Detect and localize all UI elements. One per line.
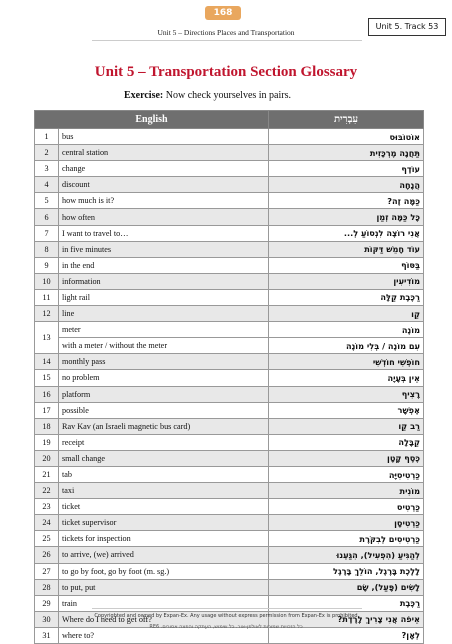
english-term: light rail — [59, 289, 269, 305]
audio-track-label[interactable]: Unit 5. Track 53 — [368, 18, 446, 36]
table-row — [35, 129, 424, 145]
english-term: Rav Kav (an Israeli magnetic bus card) — [59, 418, 269, 434]
english-term: central station — [59, 145, 269, 161]
table-row — [35, 386, 424, 402]
hebrew-term: אֵיפֹה אֲנִי צָרִיךְ לָרֶדֶת? — [269, 611, 424, 627]
english-term: to go by foot, go by foot (m. sg.) — [59, 563, 269, 579]
english-term: train — [59, 595, 269, 611]
row-number: 23 — [35, 499, 59, 515]
hebrew-term: תַּחֲנָה מֶרְכָּזִית — [269, 145, 424, 161]
hebrew-term: קַבָּלָה — [269, 434, 424, 450]
row-number: 9 — [35, 257, 59, 273]
hebrew-term: כַּמָּה זֶה? — [269, 193, 424, 209]
hebrew-term: מוֹנִית — [269, 483, 424, 499]
hebrew-term: מוֹנֶה — [269, 322, 424, 338]
glossary-table — [34, 110, 424, 644]
row-number: 2 — [35, 145, 59, 161]
table-row — [35, 483, 424, 499]
hebrew-term: רַכֶּבֶת — [269, 595, 424, 611]
english-term: with a meter / without the meter — [59, 338, 269, 354]
footer-divider — [92, 608, 362, 609]
row-number: 21 — [35, 466, 59, 482]
table-row — [35, 273, 424, 289]
hebrew-term: הֲנָחָה — [269, 177, 424, 193]
english-term: platform — [59, 386, 269, 402]
english-term: how much is it? — [59, 193, 269, 209]
header-divider — [92, 40, 362, 41]
row-number: 13 — [35, 322, 59, 354]
row-number: 5 — [35, 193, 59, 209]
table-row — [35, 418, 424, 434]
hebrew-term: כַּרְטִיסִים לְבִקֹּרֶת — [269, 531, 424, 547]
english-term: ticket supervisor — [59, 515, 269, 531]
row-number: 12 — [35, 306, 59, 322]
row-number: 22 — [35, 483, 59, 499]
row-number: 18 — [35, 418, 59, 434]
hebrew-term: אֶפְשָׁר — [269, 402, 424, 418]
english-term: no problem — [59, 370, 269, 386]
table-row — [35, 402, 424, 418]
hebrew-term: לָלֶכֶת בָּרֶגֶל, הוֹלֵךְ בָּרֶגֶל — [269, 563, 424, 579]
row-number: 4 — [35, 177, 59, 193]
hebrew-footer-note: כל הזכויות שמורות לאולפן-אור. כל שימוש, העתקה והפצה אסורים. RE6 — [149, 624, 303, 630]
hebrew-term: לָשִׂים (פָּעַל), שָׂם — [269, 579, 424, 595]
hebrew-term: רַכֶּבֶת קַלָּה — [269, 289, 424, 305]
hebrew-term: עוֹדֶף — [269, 161, 424, 177]
hebrew-term: כָּל כַּמָּה זְמַן — [269, 209, 424, 225]
table-row — [35, 177, 424, 193]
row-number: 30 — [35, 611, 59, 627]
table-header-row — [35, 111, 424, 129]
table-row — [35, 531, 424, 547]
hebrew-term: אֲנִי רוֹצֶה לִנְסוֹעַ לְ... — [269, 225, 424, 241]
english-term: tickets for inspection — [59, 531, 269, 547]
row-number: 28 — [35, 579, 59, 595]
table-row — [35, 434, 424, 450]
hebrew-term: רָצִיף — [269, 386, 424, 402]
table-row — [35, 161, 424, 177]
row-number: 15 — [35, 370, 59, 386]
hebrew-term: אוֹטוֹבּוּס — [269, 129, 424, 145]
english-term: where to? — [59, 627, 269, 643]
english-term: tab — [59, 466, 269, 482]
english-term: change — [59, 161, 269, 177]
hebrew-term: כַּרְטִיסָן — [269, 515, 424, 531]
hebrew-term: בַּסּוֹף — [269, 257, 424, 273]
table-row — [35, 257, 424, 273]
table-row — [35, 515, 424, 531]
english-term: receipt — [59, 434, 269, 450]
row-number: 10 — [35, 273, 59, 289]
table-row — [35, 322, 424, 338]
english-term: monthly pass — [59, 354, 269, 370]
hebrew-term: עִם מוֹנֶה / בְּלִי מוֹנֶה — [269, 338, 424, 354]
row-number: 11 — [35, 289, 59, 305]
english-term: possible — [59, 402, 269, 418]
hebrew-term: לְהַגִּיעַ (הִפְעִיל), הִגַּעְנוּ — [269, 547, 424, 563]
column-header-hebrew: עִבְרִית — [269, 111, 424, 129]
english-term: meter — [59, 322, 269, 338]
table-row — [35, 193, 424, 209]
table-row — [35, 547, 424, 563]
english-term: I want to travel to… — [59, 225, 269, 241]
english-term: line — [59, 306, 269, 322]
hebrew-term: עוֹד חָמֵשׁ דַּקּוֹת — [269, 241, 424, 257]
english-term: how often — [59, 209, 269, 225]
hebrew-term: כַּרְטִיסִיָּה — [269, 466, 424, 482]
english-term: in the end — [59, 257, 269, 273]
row-number: 27 — [35, 563, 59, 579]
english-term: bus — [59, 129, 269, 145]
english-term: ticket — [59, 499, 269, 515]
table-row — [35, 370, 424, 386]
table-row — [35, 209, 424, 225]
row-number: 14 — [35, 354, 59, 370]
english-term: small change — [59, 450, 269, 466]
row-number: 3 — [35, 161, 59, 177]
row-number: 16 — [35, 386, 59, 402]
table-row — [35, 145, 424, 161]
row-number: 6 — [35, 209, 59, 225]
hebrew-term: לְאָן? — [269, 627, 424, 643]
table-row — [35, 225, 424, 241]
hebrew-term: קַו — [269, 306, 424, 322]
row-number: 24 — [35, 515, 59, 531]
running-header: Unit 5 – Directions Places and Transportation — [157, 28, 295, 37]
row-number: 29 — [35, 595, 59, 611]
row-number: 31 — [35, 627, 59, 643]
row-number: 17 — [35, 402, 59, 418]
row-number: 20 — [35, 450, 59, 466]
row-number: 19 — [35, 434, 59, 450]
exercise-label: Exercise: — [124, 90, 164, 101]
row-number: 8 — [35, 241, 59, 257]
hebrew-term: אֵין בְּעָיָה — [269, 370, 424, 386]
english-term: discount — [59, 177, 269, 193]
table-row — [35, 579, 424, 595]
hebrew-term: חוֹפְשִׁי חוֹדְשִׁי — [269, 354, 424, 370]
english-term: to put, put — [59, 579, 269, 595]
table-row — [35, 338, 424, 354]
english-term: Where do I need to get off? — [59, 611, 269, 627]
page-number-badge: 168 — [205, 6, 241, 20]
table-row — [35, 499, 424, 515]
hebrew-term: כַּרְטִיס — [269, 499, 424, 515]
table-row — [35, 466, 424, 482]
hebrew-term: כֶּסֶף קָטָן — [269, 450, 424, 466]
english-term: information — [59, 273, 269, 289]
table-row — [35, 306, 424, 322]
copyright-notice: Copyrighted and owned by Expan-Ex. Any usage without express permission from Expan-Ex is prohibited — [94, 613, 358, 619]
hebrew-term: מוֹדִיעִין — [269, 273, 424, 289]
row-number: 26 — [35, 547, 59, 563]
exercise-text: Now check yourselves in pairs. — [163, 90, 291, 101]
table-row — [35, 354, 424, 370]
table-row — [35, 289, 424, 305]
row-number: 25 — [35, 531, 59, 547]
exercise-instruction — [124, 90, 291, 101]
column-header-english: English — [35, 111, 269, 129]
hebrew-term: רַב קַו — [269, 418, 424, 434]
english-term: in five minutes — [59, 241, 269, 257]
english-term: taxi — [59, 483, 269, 499]
english-term: to arrive, (we) arrived — [59, 547, 269, 563]
glossary-body — [35, 129, 424, 644]
table-row — [35, 563, 424, 579]
row-number: 7 — [35, 225, 59, 241]
page-title: Unit 5 – Transportation Section Glossary — [94, 64, 358, 80]
row-number: 1 — [35, 129, 59, 145]
table-row — [35, 241, 424, 257]
table-row — [35, 450, 424, 466]
